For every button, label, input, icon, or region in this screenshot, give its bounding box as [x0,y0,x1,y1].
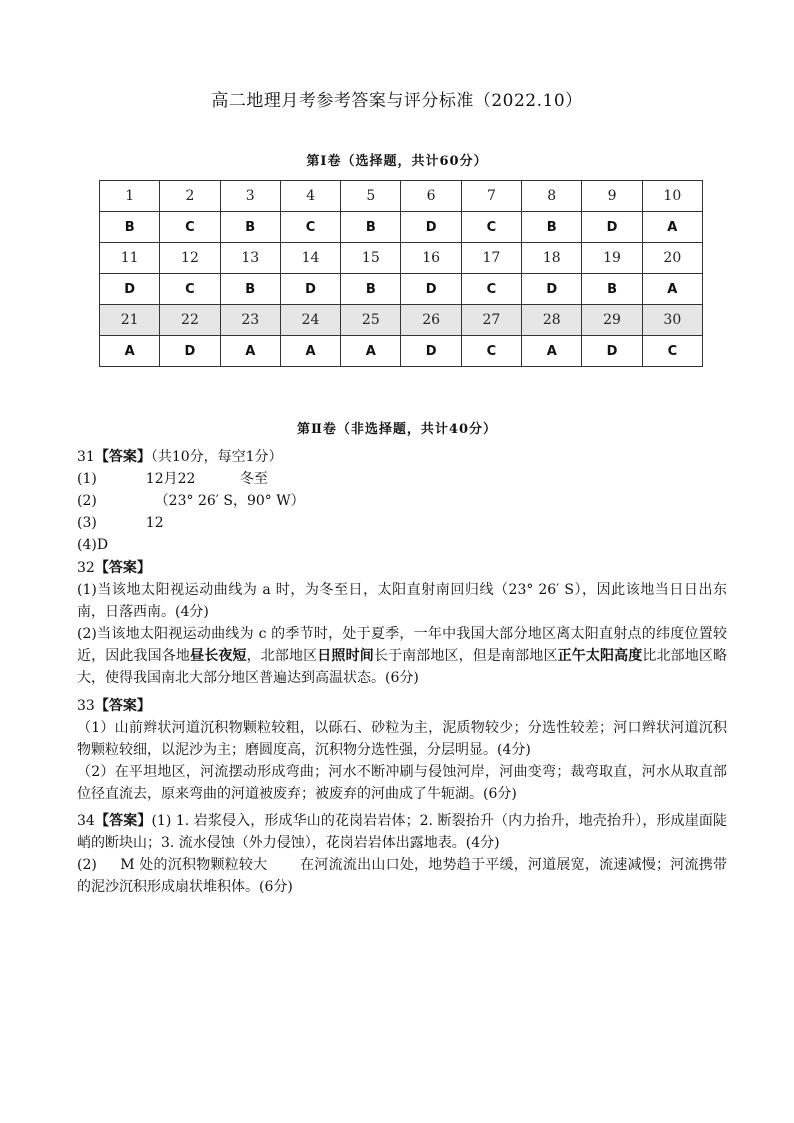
table-row-answers [100,336,703,367]
answer-cell: C [461,212,521,243]
question-number-cell: 7 [461,181,521,212]
question-number-cell: 14 [280,243,340,274]
question-number-cell: 17 [461,243,521,274]
q32-text-d: 长于南部地区，但是南部地区 [373,648,558,664]
q34-label: 【答案】 [94,813,152,829]
question-number-cell: 23 [220,305,280,336]
q31-note: （共10分，每空1分） [150,449,283,465]
q32-bold-2: 日照时间 [317,648,374,664]
answer-cell: C [461,336,521,367]
part2-heading: 第Ⅱ卷（非选择题，共计40分） [296,422,498,437]
question-number-cell: 22 [160,305,220,336]
question-number-cell: 20 [642,243,702,274]
question-number-cell: 8 [522,181,582,212]
question-number-cell: 19 [582,243,642,274]
answer-cell: D [582,212,642,243]
answer-cell: A [100,336,160,367]
answer-cell: A [220,336,280,367]
part1-heading: 第Ⅰ卷（选择题，共计60分） [306,154,488,169]
question-number-cell: 24 [280,305,340,336]
q32-label: 【答案】 [94,560,151,576]
answer-cell: C [160,274,220,305]
q34-part-2: (2) M 处的沉积物颗粒较大 在河流流出山口处，地势趋于平缓，河道展宽，流速减慢；河流携带的泥沙沉积形成扇状堆积体。(6分) [77,857,727,895]
answer-cell: D [401,212,461,243]
answer-cell: D [401,336,461,367]
question-32 [77,557,727,689]
document-title: 高二地理月考参考答案与评分标准（2022.10） [211,91,583,111]
question-number-cell: 2 [160,181,220,212]
answer-cell: B [341,212,401,243]
answer-cell: C [461,274,521,305]
q34-text-1: (1) 1. 岩浆侵入，形成华山的花岗岩岩体；2. 断裂抬升（内力抬升，地壳抬升），形成崖面陡峭的断块山；3. 流水侵蚀（外力侵蚀），花岗岩岩体出露地表。(4分) [77,813,728,851]
answer-cell: D [160,336,220,367]
question-number-cell: 30 [642,305,702,336]
q32-bold-3: 正午太阳高度 [557,648,643,664]
answer-cell: D [522,274,582,305]
q34-part-1 [77,810,727,854]
answer-cell: C [280,212,340,243]
answer-cell: D [280,274,340,305]
answer-cell: B [582,274,642,305]
q31-header [77,446,727,468]
q33-label: 【答案】 [94,698,151,714]
question-number-cell: 15 [341,243,401,274]
q32-part-1: (1)当该地太阳视运动曲线为 a 时，为冬至日，太阳直射南回归线（23° 26′ S），因此该地当日日出东南，日落西南。(4分) [77,582,727,620]
question-number-cell: 10 [642,181,702,212]
answer-cell: A [522,336,582,367]
answer-table [99,180,703,367]
q33-number: 33 [77,698,95,714]
q31-line-1: (1) 12月22 冬至 [77,471,268,487]
answer-cell: B [220,212,280,243]
table-row-answers [100,274,703,305]
question-number-cell: 12 [160,243,220,274]
question-33 [77,695,727,805]
question-number-cell: 21 [100,305,160,336]
q32-number: 32 [77,560,95,576]
answer-cell: B [100,212,160,243]
answer-cell: A [642,212,702,243]
q31-label: 【答案】 [94,449,151,465]
answer-cell: D [582,336,642,367]
table-row-numbers [100,181,703,212]
table-row-answers [100,212,703,243]
question-number-cell: 1 [100,181,160,212]
question-number-cell: 18 [522,243,582,274]
question-number-cell: 13 [220,243,280,274]
question-number-cell: 25 [341,305,401,336]
question-number-cell: 11 [100,243,160,274]
answer-cell: B [220,274,280,305]
question-number-cell: 6 [401,181,461,212]
question-31 [77,446,727,556]
question-number-cell: 16 [401,243,461,274]
q31-number: 31 [77,449,95,465]
q32-header [77,557,727,579]
answer-cell: C [642,336,702,367]
question-number-cell: 26 [401,305,461,336]
q32-part-2 [77,623,727,689]
answer-cell: B [522,212,582,243]
question-number-cell: 29 [582,305,642,336]
question-number-cell: 27 [461,305,521,336]
q31-line-2: (2) （23° 26′ S，90° W） [77,493,305,509]
answer-cell: A [280,336,340,367]
table-row-numbers [100,305,703,336]
q33-part-1: （1）山前辫状河道沉积物颗粒较粗，以砾石、砂粒为主，泥质物较少；分选性较差；河口辫状河道沉积物颗粒较细，以泥沙为主；磨圆度高，沉积物分选性强，分层明显。(4分) [77,720,727,758]
q31-line-4: (4)D [77,537,109,553]
question-34 [77,810,727,898]
answer-cell: A [341,336,401,367]
table-row-numbers [100,243,703,274]
q32-bold-1: 昼长夜短 [190,648,247,664]
q32-text-e: 比北部地区略大，使得我国南北大部分地区普遍达到高温状态。(6分) [77,648,728,686]
question-number-cell: 5 [341,181,401,212]
q32-text-c: ，北部地区 [246,648,318,664]
question-number-cell: 28 [522,305,582,336]
answer-cell: D [401,274,461,305]
q34-number: 34 [77,813,95,829]
question-number-cell: 4 [280,181,340,212]
answer-cell: A [642,274,702,305]
question-number-cell: 9 [582,181,642,212]
q33-header [77,695,727,717]
q33-part-2: （2）在平坦地区，河流摆动形成弯曲；河水不断冲刷与侵蚀河岸，河曲变弯；裁弯取直，河水从取直部位径直流去，原来弯曲的河道被废弃；被废弃的河曲成了牛轭湖。(6分) [77,764,727,802]
q32-text-a: (2)当该地太阳视运动曲线为 c 的季节时，处于夏季，一年中我国大部分地区离太阳直射点的纬度位置较近，因此我国各地 [77,626,727,664]
answer-cell: D [100,274,160,305]
answer-cell: B [341,274,401,305]
question-number-cell: 3 [220,181,280,212]
answer-cell: C [160,212,220,243]
q31-line-3: (3) 12 [77,515,164,531]
